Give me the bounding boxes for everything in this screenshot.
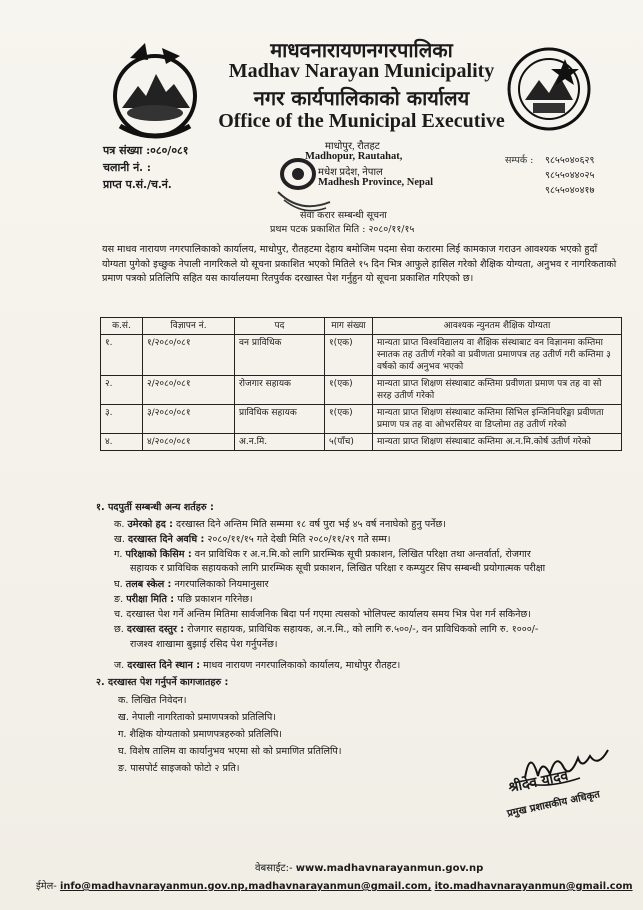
- address-english: Madhopur, Rautahat,: [305, 151, 403, 162]
- condition-item: [114, 519, 619, 531]
- table-row: [101, 405, 622, 434]
- cell-demand: ५(पाँच): [325, 434, 373, 451]
- item-number: क.: [114, 519, 125, 530]
- section-1-title: १. पदपुर्ती सम्बन्धी अन्य शर्तहरु :: [96, 502, 214, 513]
- table-row: [101, 335, 622, 376]
- condition-item: [114, 579, 619, 591]
- chalani-number: चलानी नं. :: [103, 161, 151, 174]
- item-number: ङ.: [118, 763, 128, 774]
- document-item: [118, 729, 282, 741]
- item-number: ङ.: [114, 594, 124, 605]
- condition-item: [114, 609, 634, 621]
- section-2-title: २. दरखास्त पेश गर्नुपर्ने कागजातहरु :: [96, 677, 229, 688]
- item-text: रोजगार सहायक, प्राविधिक सहायक, अ.न.मि., को लागि रु.५००/-, वन प्राविधिकको लागि रु. १०००/-: [187, 624, 539, 635]
- cell-advertisement-no: २/२०८०/०८१: [143, 376, 235, 405]
- signatory-name: श्रीदेव यादव: [507, 767, 570, 797]
- cell-demand: १(एक): [325, 335, 373, 376]
- municipality-name-nepali: माधवनारायणनगरपालिका: [270, 38, 453, 62]
- cell-advertisement-no: १/२०८०/०८१: [143, 335, 235, 376]
- condition-item-continued: सहायक र प्राविधिक सहायकको लागि प्रारम्भिक सूची प्रकाशन, लिखित परिक्षा र कम्प्युटर सिप सम्बन्धी प्रयोगात्मक परीक्षा: [130, 563, 546, 574]
- item-label: परीक्षा मिति :: [126, 594, 175, 605]
- column-header: आवश्यक न्युनतम शैक्षिक योग्यता: [373, 318, 622, 335]
- item-text: माधव नारायण नगरपालिकाको कार्यालय, माधोपुर रौतहट।: [203, 660, 401, 671]
- item-number: ग.: [118, 729, 127, 740]
- email-link[interactable]: ito.madhavnarayanmun@gmail.com: [434, 881, 633, 892]
- item-text: लिखित निवेदन।: [131, 695, 187, 706]
- column-header: माग संख्या: [325, 318, 373, 335]
- website-label: वेबसाईट:-: [255, 863, 293, 874]
- document-item: [118, 763, 240, 775]
- column-header: क.सं.: [101, 318, 143, 335]
- item-text: पासपोर्ट साइजको फोटो २ प्रति।: [130, 763, 240, 774]
- notice-title: सेवा करार सम्बन्धी सूचना: [300, 210, 387, 221]
- cell-demand: १(एक): [325, 405, 373, 434]
- website-link[interactable]: www.madhavnarayanmun.gov.np: [295, 863, 484, 874]
- column-header: विज्ञापन नं.: [143, 318, 235, 335]
- item-number: ग.: [114, 549, 123, 560]
- email-link[interactable]: info@madhavnarayanmun.gov.np,: [59, 881, 249, 892]
- cell-demand: १(एक): [325, 376, 373, 405]
- document-item: [118, 746, 342, 758]
- contact-number: ९८५५०४४०२५: [545, 170, 595, 181]
- cell-post: वन प्राविधिक: [235, 335, 325, 376]
- condition-item: [114, 594, 619, 606]
- item-text: वन प्राविधिक र अ.न.मि.को लागि प्रारम्भिक सूची प्रकाशन, लिखित परिक्षा तथा अन्तर्वार्ता, रोजगार: [194, 549, 531, 560]
- contact-number: ९८५५०४०६२९: [545, 155, 595, 166]
- condition-item: [114, 660, 619, 672]
- contact-number: ९८५५०४०४१७: [545, 185, 595, 196]
- item-text: नेपाली नागरिताको प्रमाणपत्रको प्रतिलिपि।: [131, 712, 276, 723]
- item-text: पछि प्रकाशन गरिनेछ।: [177, 594, 253, 605]
- cell-advertisement-no: ३/२०८०/०८१: [143, 405, 235, 434]
- item-label: दरखास्त दिने स्थान :: [127, 660, 201, 671]
- condition-item: [114, 549, 634, 561]
- condition-item: [114, 624, 634, 636]
- office-name-nepali: नगर कार्यपालिकाको कार्यालय: [253, 86, 470, 110]
- cell-serial: २.: [101, 376, 143, 405]
- item-number: क.: [118, 695, 129, 706]
- province-nepali: मधेश प्रदेश, नेपाल: [318, 167, 383, 178]
- cell-qualification: मान्यता प्राप्त शिक्षण संस्थाबाट कम्तिमा सिभिल इन्जिनियरिङ्मा प्रवीणता प्रमाण पत्र तह वा ओभरसियर वा डिप्लोमा तह उतीर्ण गरेको: [373, 405, 622, 434]
- item-text: दरखास्त पेश गर्ने अन्तिम मितिमा सार्वजनिक बिदा पर्न गएमा त्यसको भोलिपल्ट कार्यालय समय भित्र पेश गर्न सकिनेछ।: [126, 609, 531, 620]
- item-number: छ.: [114, 624, 124, 635]
- item-label: दरखास्त दस्तुर :: [126, 624, 185, 635]
- cell-post: रोजगार सहायक: [235, 376, 325, 405]
- cell-qualification: मान्यता प्राप्त शिक्षण संस्थाबाट कम्तिमा प्रवीणता प्रमाण पत्र तह वा सो सरह उतीर्ण गरेको: [373, 376, 622, 405]
- signatory-title: प्रमुख प्रशासकीय अधिकृत: [506, 789, 601, 820]
- condition-item: [114, 534, 619, 546]
- item-text: २०८०/११/१५ गते देखी मिति २०८०/११/२९ गते सम्म।: [207, 534, 391, 545]
- item-number: ख.: [118, 712, 129, 723]
- table-row: [101, 434, 622, 451]
- intro-paragraph: यस माधव नारायण नगरपालिकाको कार्यालय, माधोपुर, रौतहटमा देहाय बमोजिम पदमा सेवा करारमा लिई कामकाज गराउन आवश्यक भएको हुदाँ योग्यता पुगेको इच्छुक नेपाली नागरिकले यो सूचना प्रकाशित भएको मितिले १५ दिन भित्र आफुले हासिल गरेको शैक्षिक योग्यता, अनुभव र नागरिकताको प्रमाण पत्रको प्रतिलिपि सहित यस कार्यालयमा रितपुर्वक दरखास्त पेश गर्नुहुन यो सूचना प्रकाशित गरिएको छ।: [102, 244, 617, 284]
- office-name-english: Office of the Municipal Executive: [218, 110, 505, 132]
- address-nepali: माधोपुर, रौतहट: [325, 141, 380, 152]
- item-text: दरखास्त दिने अन्तिम मिति सम्ममा १८ वर्ष पुरा भई ४५ वर्ष ननाघेको हुनु पर्नेछ।: [176, 519, 446, 530]
- contact-label: सम्पर्क :: [505, 155, 534, 166]
- item-number: च.: [114, 609, 124, 620]
- cell-post: अ.न.मि.: [235, 434, 325, 451]
- municipality-name-english: Madhav Narayan Municipality: [228, 60, 495, 82]
- item-label: दरखास्त दिने अवधि :: [127, 534, 205, 545]
- item-number: घ.: [118, 746, 127, 757]
- item-label: परिक्षाको किसिम :: [125, 549, 192, 560]
- vacancy-table: [100, 317, 622, 451]
- cell-advertisement-no: ४/२०८०/०८१: [143, 434, 235, 451]
- cell-qualification: मान्यता प्राप्त शिक्षण संस्थाबाट कम्तिमा अ.न.मि.कोर्ष उतीर्ण गरेको: [373, 434, 622, 451]
- cell-serial: ३.: [101, 405, 143, 434]
- prapta-number: प्राप्त प.सं./च.नं.: [103, 178, 172, 191]
- email-link[interactable]: madhavnarayanmun@gmail.com,: [248, 881, 432, 892]
- item-text: विशेष तालिम वा कार्यानुभव भएमा सो को प्रमाणित प्रतिलिपि।: [129, 746, 342, 757]
- item-label: तलब स्केल :: [125, 579, 172, 590]
- condition-item-continued: राजश्व शाखामा बुझाई रसिद पेश गर्नुपर्नेछ।: [130, 639, 278, 650]
- cell-serial: १.: [101, 335, 143, 376]
- item-label: उमेरको हद :: [127, 519, 173, 530]
- website-line: [255, 860, 483, 874]
- document-item: [118, 695, 187, 707]
- document-item: [118, 712, 276, 724]
- item-text: शैक्षिक योग्यताको प्रमाणपत्रहरुको प्रतिलिपि।: [129, 729, 283, 740]
- column-header: पद: [235, 318, 325, 335]
- cell-qualification: मान्यता प्राप्त विश्वविद्यालय वा शैक्षिक संस्थाबाट वन विज्ञानमा कम्तिमा स्नातक तह उतीर्ण गरेको वा प्रवीणता प्रमाणपत्र तह उतीर्ण गरी कम्तिमा ३ वर्षको कार्य अनुभव भएको: [373, 335, 622, 376]
- table-header-row: [101, 318, 622, 335]
- cell-serial: ४.: [101, 434, 143, 451]
- item-text: नगरपालिकाको नियमानुसार: [174, 579, 269, 590]
- email-line: [36, 879, 640, 892]
- notice-date: प्रथम पटक प्रकाशित मिति : २०८०/११/१५: [270, 224, 415, 235]
- item-number: घ.: [114, 579, 123, 590]
- item-number: ख.: [114, 534, 125, 545]
- email-label: ईमेल-: [36, 881, 57, 892]
- patra-sankhya: पत्र संख्या :०८०/०८१: [103, 144, 189, 157]
- province-english: Madhesh Province, Nepal: [318, 177, 434, 188]
- item-number: ज.: [114, 660, 125, 671]
- cell-post: प्राविधिक सहायक: [235, 405, 325, 434]
- table-row: [101, 376, 622, 405]
